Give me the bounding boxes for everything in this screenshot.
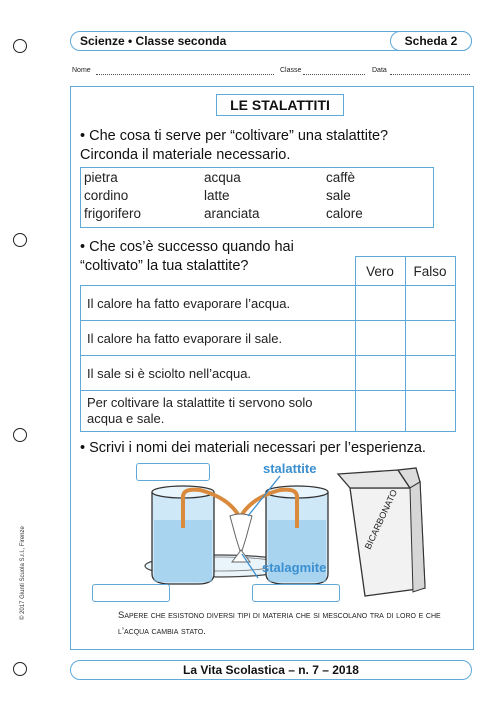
name-field[interactable] <box>96 74 274 75</box>
copyright-text: © 2017 Giunti Scuola S.r.l., Firenze <box>20 526 26 620</box>
vero-checkbox[interactable] <box>355 286 405 321</box>
subject-title: Scienze • Classe seconda <box>80 34 227 48</box>
stalactite-label: stalattite <box>263 461 317 476</box>
question-2-line-2: “coltivato” la tua stalattite? <box>80 258 249 274</box>
table-corner <box>81 257 356 286</box>
worksheet-title: LE STALATTITI <box>216 94 344 116</box>
question-2-line-1: • Che cos’è successo quando hai <box>80 239 294 255</box>
falso-checkbox[interactable] <box>405 321 455 356</box>
stalagmite-label: stalagmite <box>262 560 327 575</box>
material-item[interactable]: acqua <box>204 170 241 185</box>
answer-box-bottom-right[interactable] <box>252 584 340 602</box>
answer-box-bottom-left[interactable] <box>92 584 170 602</box>
statement-text: Il sale si è sciolto nell’acqua. <box>81 356 356 391</box>
binder-hole <box>13 428 27 442</box>
learning-objective-note: Sapere che esistono diversi tipi di materia che si mescolano tra di loro e che l’acqua cambia stato. <box>118 610 441 637</box>
class-field[interactable] <box>303 74 365 75</box>
statement-text: Il calore ha fatto evaporare l’acqua. <box>81 286 356 321</box>
material-item[interactable]: caffè <box>326 170 356 185</box>
date-label: Data <box>372 67 387 74</box>
falso-checkbox[interactable] <box>405 391 455 432</box>
material-item[interactable]: frigorifero <box>84 206 142 221</box>
class-label: Classe <box>280 67 302 74</box>
name-label: Nome <box>72 67 91 74</box>
table-row <box>81 391 456 432</box>
answer-box-top-left[interactable] <box>136 463 210 481</box>
question-1 <box>80 127 388 165</box>
vero-checkbox[interactable] <box>355 321 405 356</box>
question-1-line-2: Circonda il materiale necessario. <box>80 147 291 163</box>
col-header-falso: Falso <box>405 257 455 286</box>
falso-checkbox[interactable] <box>405 356 455 391</box>
binder-hole <box>13 39 27 53</box>
table-row <box>81 356 456 391</box>
material-item[interactable]: cordino <box>84 188 129 203</box>
materials-box <box>80 167 434 228</box>
question-1-line-1: • Che cosa ti serve per “coltivare” una stalattite? <box>80 128 389 144</box>
material-item[interactable]: pietra <box>84 170 118 185</box>
true-false-table <box>80 256 456 432</box>
date-field[interactable] <box>390 74 470 75</box>
falso-checkbox[interactable] <box>405 286 455 321</box>
table-row <box>81 286 456 321</box>
material-item[interactable]: calore <box>326 206 363 221</box>
statement-text: Il calore ha fatto evaporare il sale. <box>81 321 356 356</box>
material-item[interactable]: aranciata <box>204 206 260 221</box>
binder-hole <box>13 662 27 676</box>
material-item[interactable]: latte <box>204 188 230 203</box>
statement-text: Per coltivare la stalattite ti servono solo acqua e sale. <box>81 391 356 432</box>
vero-checkbox[interactable] <box>355 391 405 432</box>
vero-checkbox[interactable] <box>355 356 405 391</box>
col-header-vero: Vero <box>355 257 405 286</box>
material-item[interactable]: sale <box>326 188 351 203</box>
question-3: • Scrivi i nomi dei materiali necessari per l’esperienza. <box>80 440 426 456</box>
table-row <box>81 321 456 356</box>
box-label: BICARBONATO <box>362 487 400 551</box>
footer-bar: La Vita Scolastica – n. 7 – 2018 <box>70 660 472 680</box>
binder-hole <box>13 233 27 247</box>
sheet-number: Scheda 2 <box>390 31 472 51</box>
stalactite <box>230 514 252 554</box>
